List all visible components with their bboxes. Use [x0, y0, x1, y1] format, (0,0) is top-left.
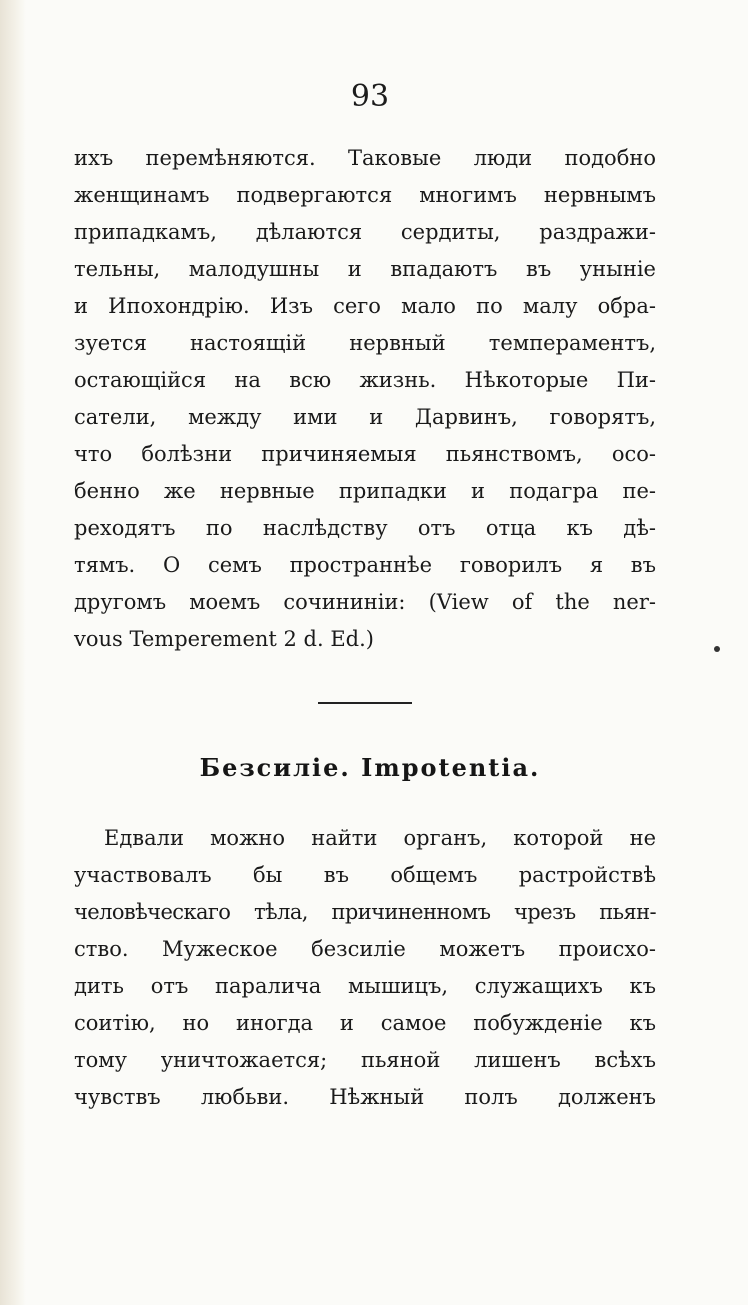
text-line: зуется настоящій нервный темпераментъ, — [74, 331, 656, 355]
text-line: тельны, малодушны и впадаютъ въ уныніе — [74, 257, 656, 281]
text-line: участвовалъ бы въ общемъ растройствѣ — [74, 863, 656, 887]
page-number: 93 — [350, 79, 390, 114]
text-line: дить отъ паралича мышицъ, служащихъ къ — [74, 974, 656, 998]
text-line: vous Temperement 2 d. Ed.) — [74, 627, 374, 651]
text-line: соитію, но иногда и самое побужденіе къ — [74, 1011, 656, 1035]
text-line: человѣческаго тѣла, причиненномъ чрезъ пьян- — [74, 900, 656, 924]
text-line: и Ипохондрію. Изъ сего мало по малу обра- — [74, 294, 656, 318]
text-line: Едвали можно найти органъ, которой не — [104, 826, 656, 850]
text-line: остающійся на всю жизнь. Нѣкоторые Пи- — [74, 368, 656, 392]
text-line: ство. Мужеское безсиліе можетъ происхо- — [74, 937, 656, 961]
section-heading: Безсиліе. Impotentia. — [199, 753, 541, 782]
section-divider — [318, 702, 412, 704]
paragraph-section — [74, 820, 656, 1116]
text-line: чувствъ любьви. Нѣжный полъ долженъ — [74, 1085, 656, 1109]
text-line: женщинамъ подвергаются многимъ нервнымъ — [74, 183, 656, 207]
text-line: припадкамъ, дѣлаются сердиты, раздражи- — [74, 220, 656, 244]
text-line: реходятъ по наслѣдству отъ отца къ дѣ- — [74, 516, 656, 540]
text-line: тому уничтожается; пьяной лишенъ всѣхъ — [74, 1048, 656, 1072]
text-line: другомъ моемъ сочининіи: (View of the ner- — [74, 590, 656, 614]
page-spine-shadow — [0, 0, 26, 1305]
text-line: бенно же нервные припадки и подагра пе- — [74, 479, 656, 503]
text-line: ихъ перемѣняются. Таковые люди подобно — [74, 146, 656, 170]
text-line: сатели, между ими и Дарвинъ, говорятъ, — [74, 405, 656, 429]
ink-mark — [714, 646, 720, 652]
text-line: что болѣзни причиняемыя пьянствомъ, осо- — [74, 442, 656, 466]
paragraph-continued — [74, 140, 656, 658]
text-line: тямъ. О семъ пространнѣе говорилъ я въ — [74, 553, 656, 577]
